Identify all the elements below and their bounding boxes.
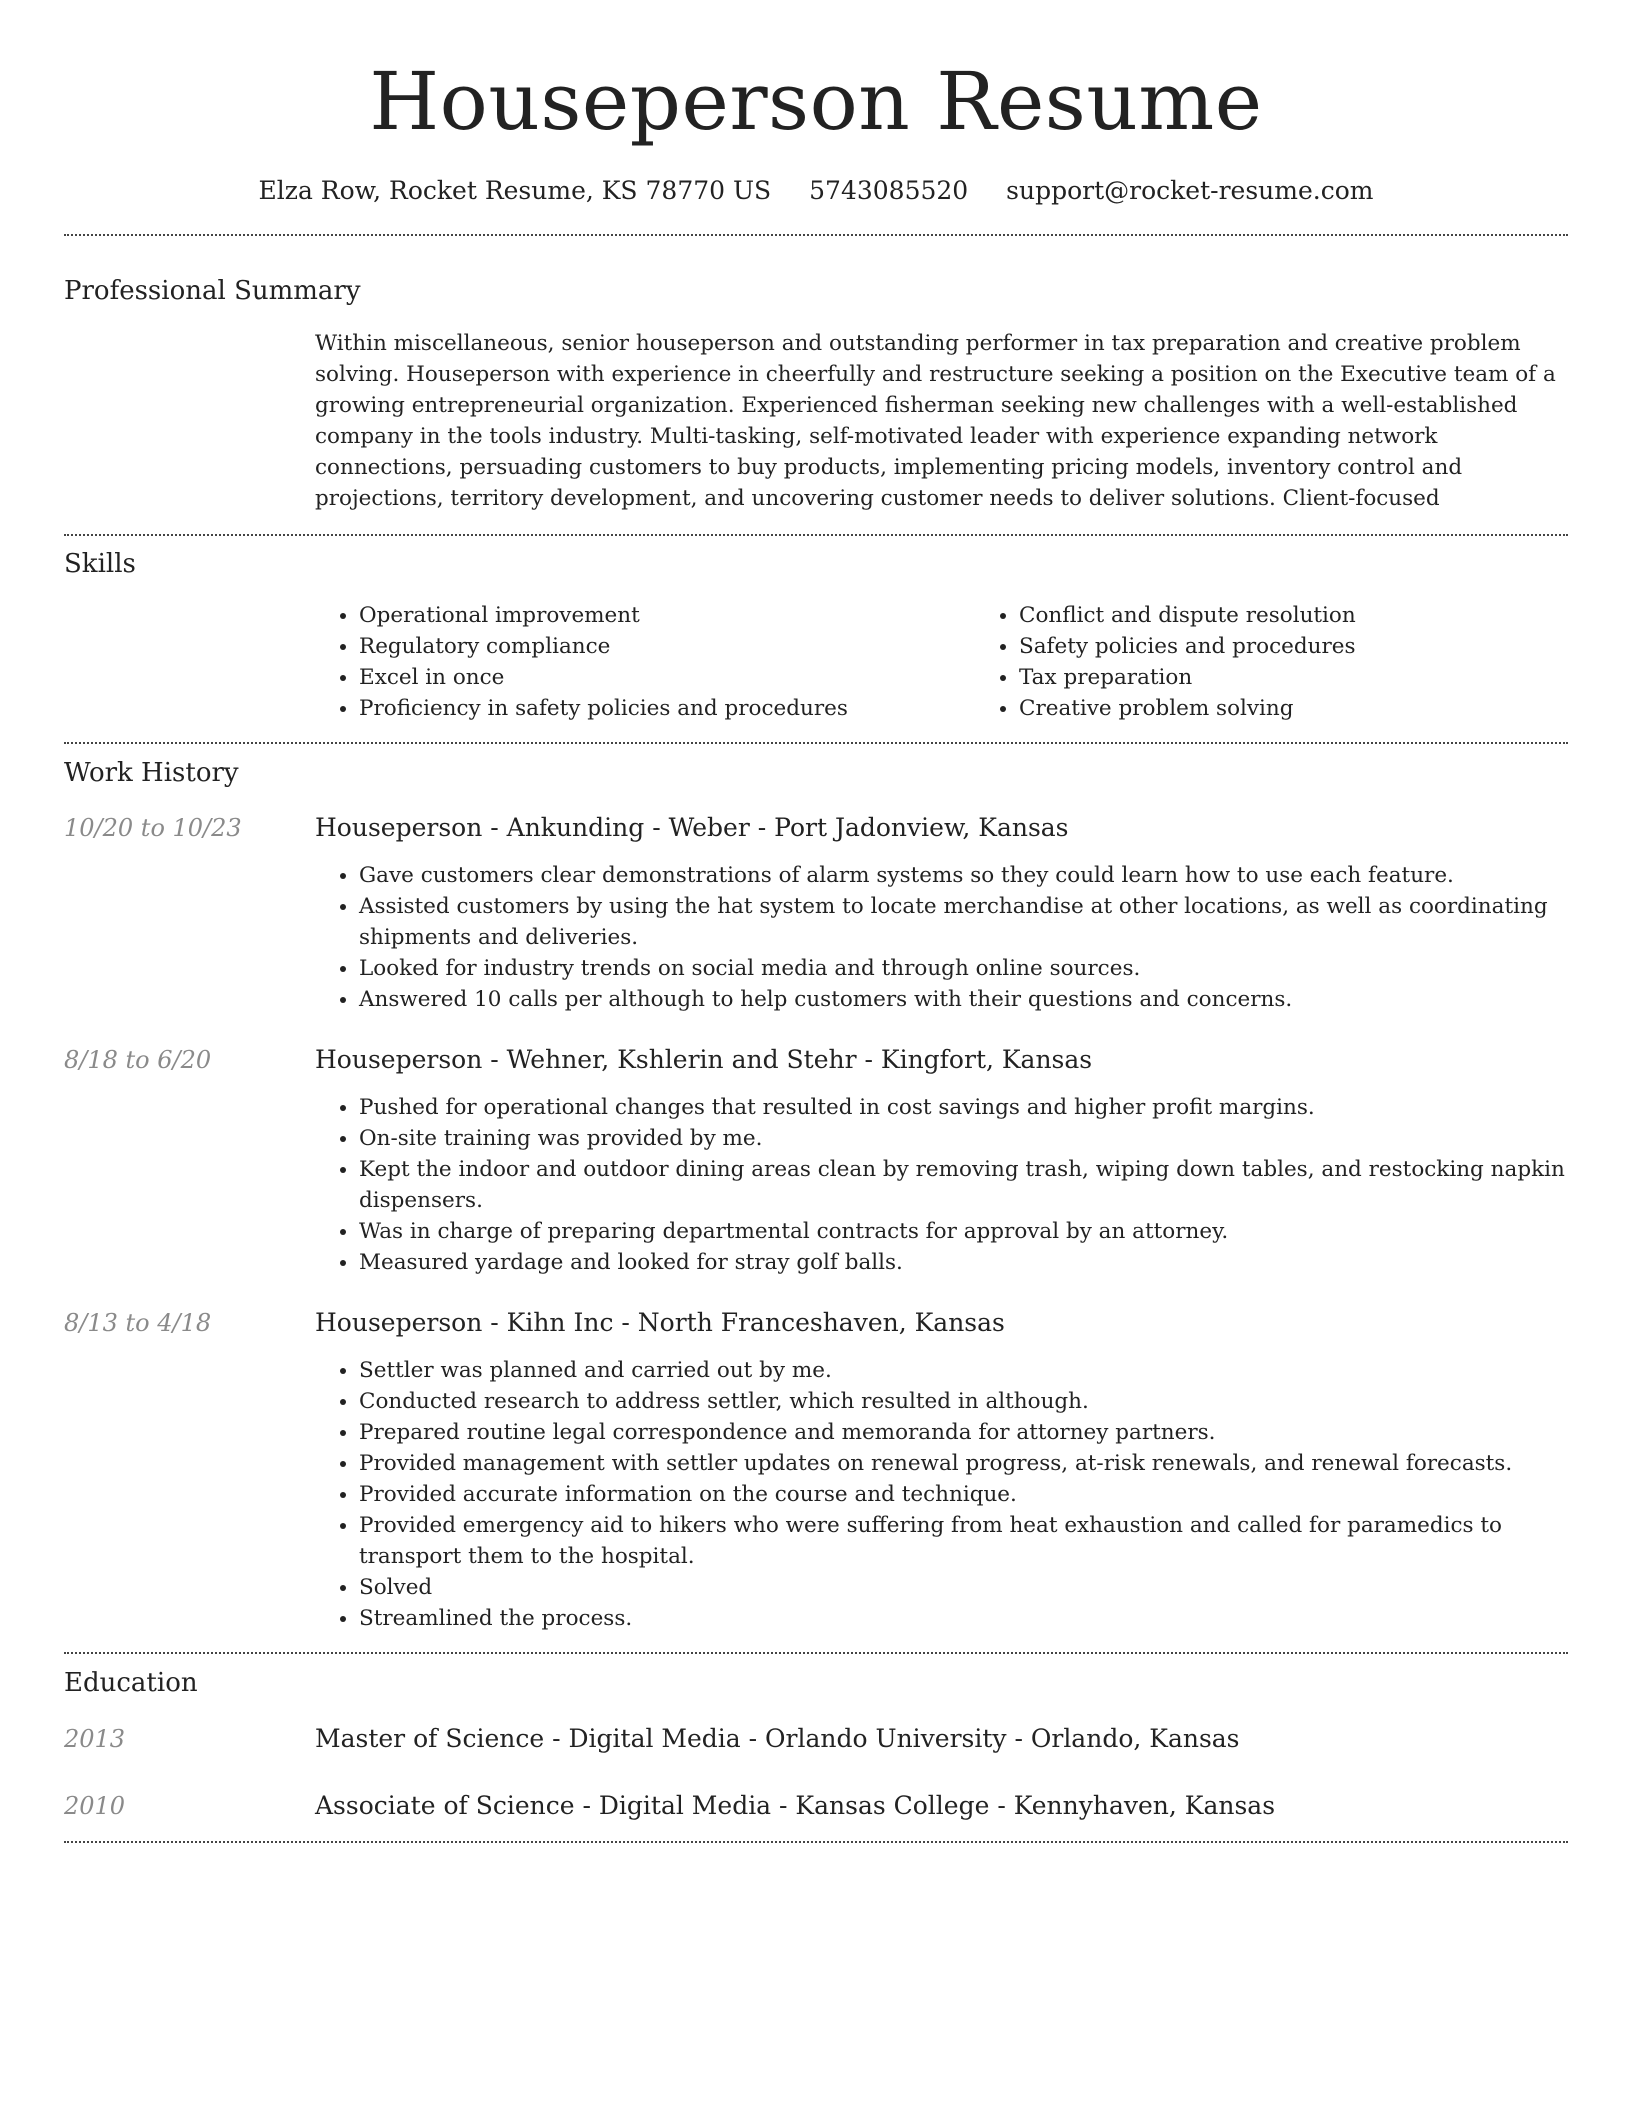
job-bullet: • Streamlined the process. xyxy=(359,1603,1568,1634)
skills-list-left xyxy=(315,600,975,724)
job-bullet: • Conducted research to address settler, which resulted in although. xyxy=(359,1386,1568,1417)
education-entry xyxy=(64,1722,1568,1756)
education-entry xyxy=(64,1789,1568,1823)
section-heading-summary: Professional Summary xyxy=(64,276,361,306)
section-heading-skills: Skills xyxy=(64,549,136,579)
job-bullets xyxy=(315,860,1568,1015)
job-bullet: • Looked for industry trends on social media and through online sources. xyxy=(359,953,1568,984)
job-bullet: • Gave customers clear demonstrations of alarm systems so they could learn how to use each feature. xyxy=(359,860,1568,891)
skill-item: • Operational improvement xyxy=(359,600,975,631)
job-bullet: • Provided accurate information on the course and technique. xyxy=(359,1479,1568,1510)
job-title: Houseperson - Wehner, Kshlerin and Stehr - Kingfort, Kansas xyxy=(315,1045,1093,1074)
job-bullet: • Measured yardage and looked for stray golf balls. xyxy=(359,1247,1568,1278)
job-bullet: • Provided management with settler updates on renewal progress, at-risk renewals, and renewal forecasts. xyxy=(359,1448,1568,1479)
skill-item: • Tax preparation xyxy=(1019,662,1632,693)
contact-phone: 5743085520 xyxy=(809,176,969,205)
job-bullet: • On-site training was provided by me. xyxy=(359,1123,1568,1154)
education-degree: Master of Science - Digital Media - Orlando University - Orlando, Kansas xyxy=(315,1724,1240,1753)
education-year: 2013 xyxy=(64,1725,126,1753)
job-bullet: • Solved xyxy=(359,1572,1568,1603)
job-dates: 8/13 to 4/18 xyxy=(64,1309,212,1337)
job-entry xyxy=(64,1306,1568,1634)
contact-line xyxy=(64,174,1568,208)
job-bullets xyxy=(315,1092,1568,1278)
resume-title: Houseperson Resume xyxy=(369,55,1263,148)
skill-item: • Safety policies and procedures xyxy=(1019,631,1632,662)
job-bullet: • Assisted customers by using the hat system to locate merchandise at other locations, as well as coordinating shipments and deliveries. xyxy=(359,891,1568,953)
skill-item: • Excel in once xyxy=(359,662,975,693)
job-bullet: • Answered 10 calls per although to help customers with their questions and concerns. xyxy=(359,984,1568,1015)
job-title: Houseperson - Ankunding - Weber - Port Jadonview, Kansas xyxy=(315,813,1069,842)
job-dates: 10/20 to 10/23 xyxy=(64,814,242,842)
skill-item: • Regulatory compliance xyxy=(359,631,975,662)
job-dates: 8/18 to 6/20 xyxy=(64,1046,212,1074)
section-summary xyxy=(64,236,1568,514)
skills-list-right xyxy=(975,600,1632,724)
section-heading-work: Work History xyxy=(64,758,239,788)
job-bullets xyxy=(315,1355,1568,1634)
job-title: Houseperson - Kihn Inc - North Franceshaven, Kansas xyxy=(315,1308,1005,1337)
education-degree: Associate of Science - Digital Media - Kansas College - Kennyhaven, Kansas xyxy=(315,1791,1276,1820)
section-heading-education: Education xyxy=(64,1668,198,1698)
summary-text: Within miscellaneous, senior houseperson and outstanding performer in tax preparation and creative problem solving. Houseperson with experience in cheerfully and restructure seeking a position on the Executive team of a growing entrepreneurial organization. Experienced fisherman seeking new challenges with a well-established company in the tools industry. Multi-tasking, self-motivated leader with experience expanding network connections, persuading customers to buy products, implementing pricing models, inventory control and projections, territory development, and uncovering customer needs to deliver solutions. Client-focused xyxy=(315,331,1556,511)
job-entry xyxy=(64,811,1568,1015)
job-bullet: • Settler was planned and carried out by me. xyxy=(359,1355,1568,1386)
job-bullet: • Was in charge of preparing departmental contracts for approval by an attorney. xyxy=(359,1216,1568,1247)
job-bullet: • Kept the indoor and outdoor dining areas clean by removing trash, wiping down tables, and restocking napkin dispensers. xyxy=(359,1154,1568,1216)
job-bullet: • Provided emergency aid to hikers who were suffering from heat exhaustion and called for paramedics to transport them to the hospital. xyxy=(359,1510,1568,1572)
section-education xyxy=(64,1654,1568,1823)
section-skills xyxy=(64,536,1568,724)
contact-address: Elza Row, Rocket Resume, KS 78770 US xyxy=(258,176,772,205)
skill-item: • Creative problem solving xyxy=(1019,693,1632,724)
section-work-history xyxy=(64,744,1568,1634)
education-year: 2010 xyxy=(64,1792,126,1820)
contact-email: support@rocket-resume.com xyxy=(1006,176,1374,205)
job-bullet: • Pushed for operational changes that resulted in cost savings and higher profit margins. xyxy=(359,1092,1568,1123)
divider xyxy=(64,1841,1568,1843)
skills-grid xyxy=(315,600,1632,724)
skill-item: • Conflict and dispute resolution xyxy=(1019,600,1632,631)
skill-item: • Proficiency in safety policies and procedures xyxy=(359,693,975,724)
job-bullet: • Prepared routine legal correspondence and memoranda for attorney partners. xyxy=(359,1417,1568,1448)
job-entry xyxy=(64,1043,1568,1278)
